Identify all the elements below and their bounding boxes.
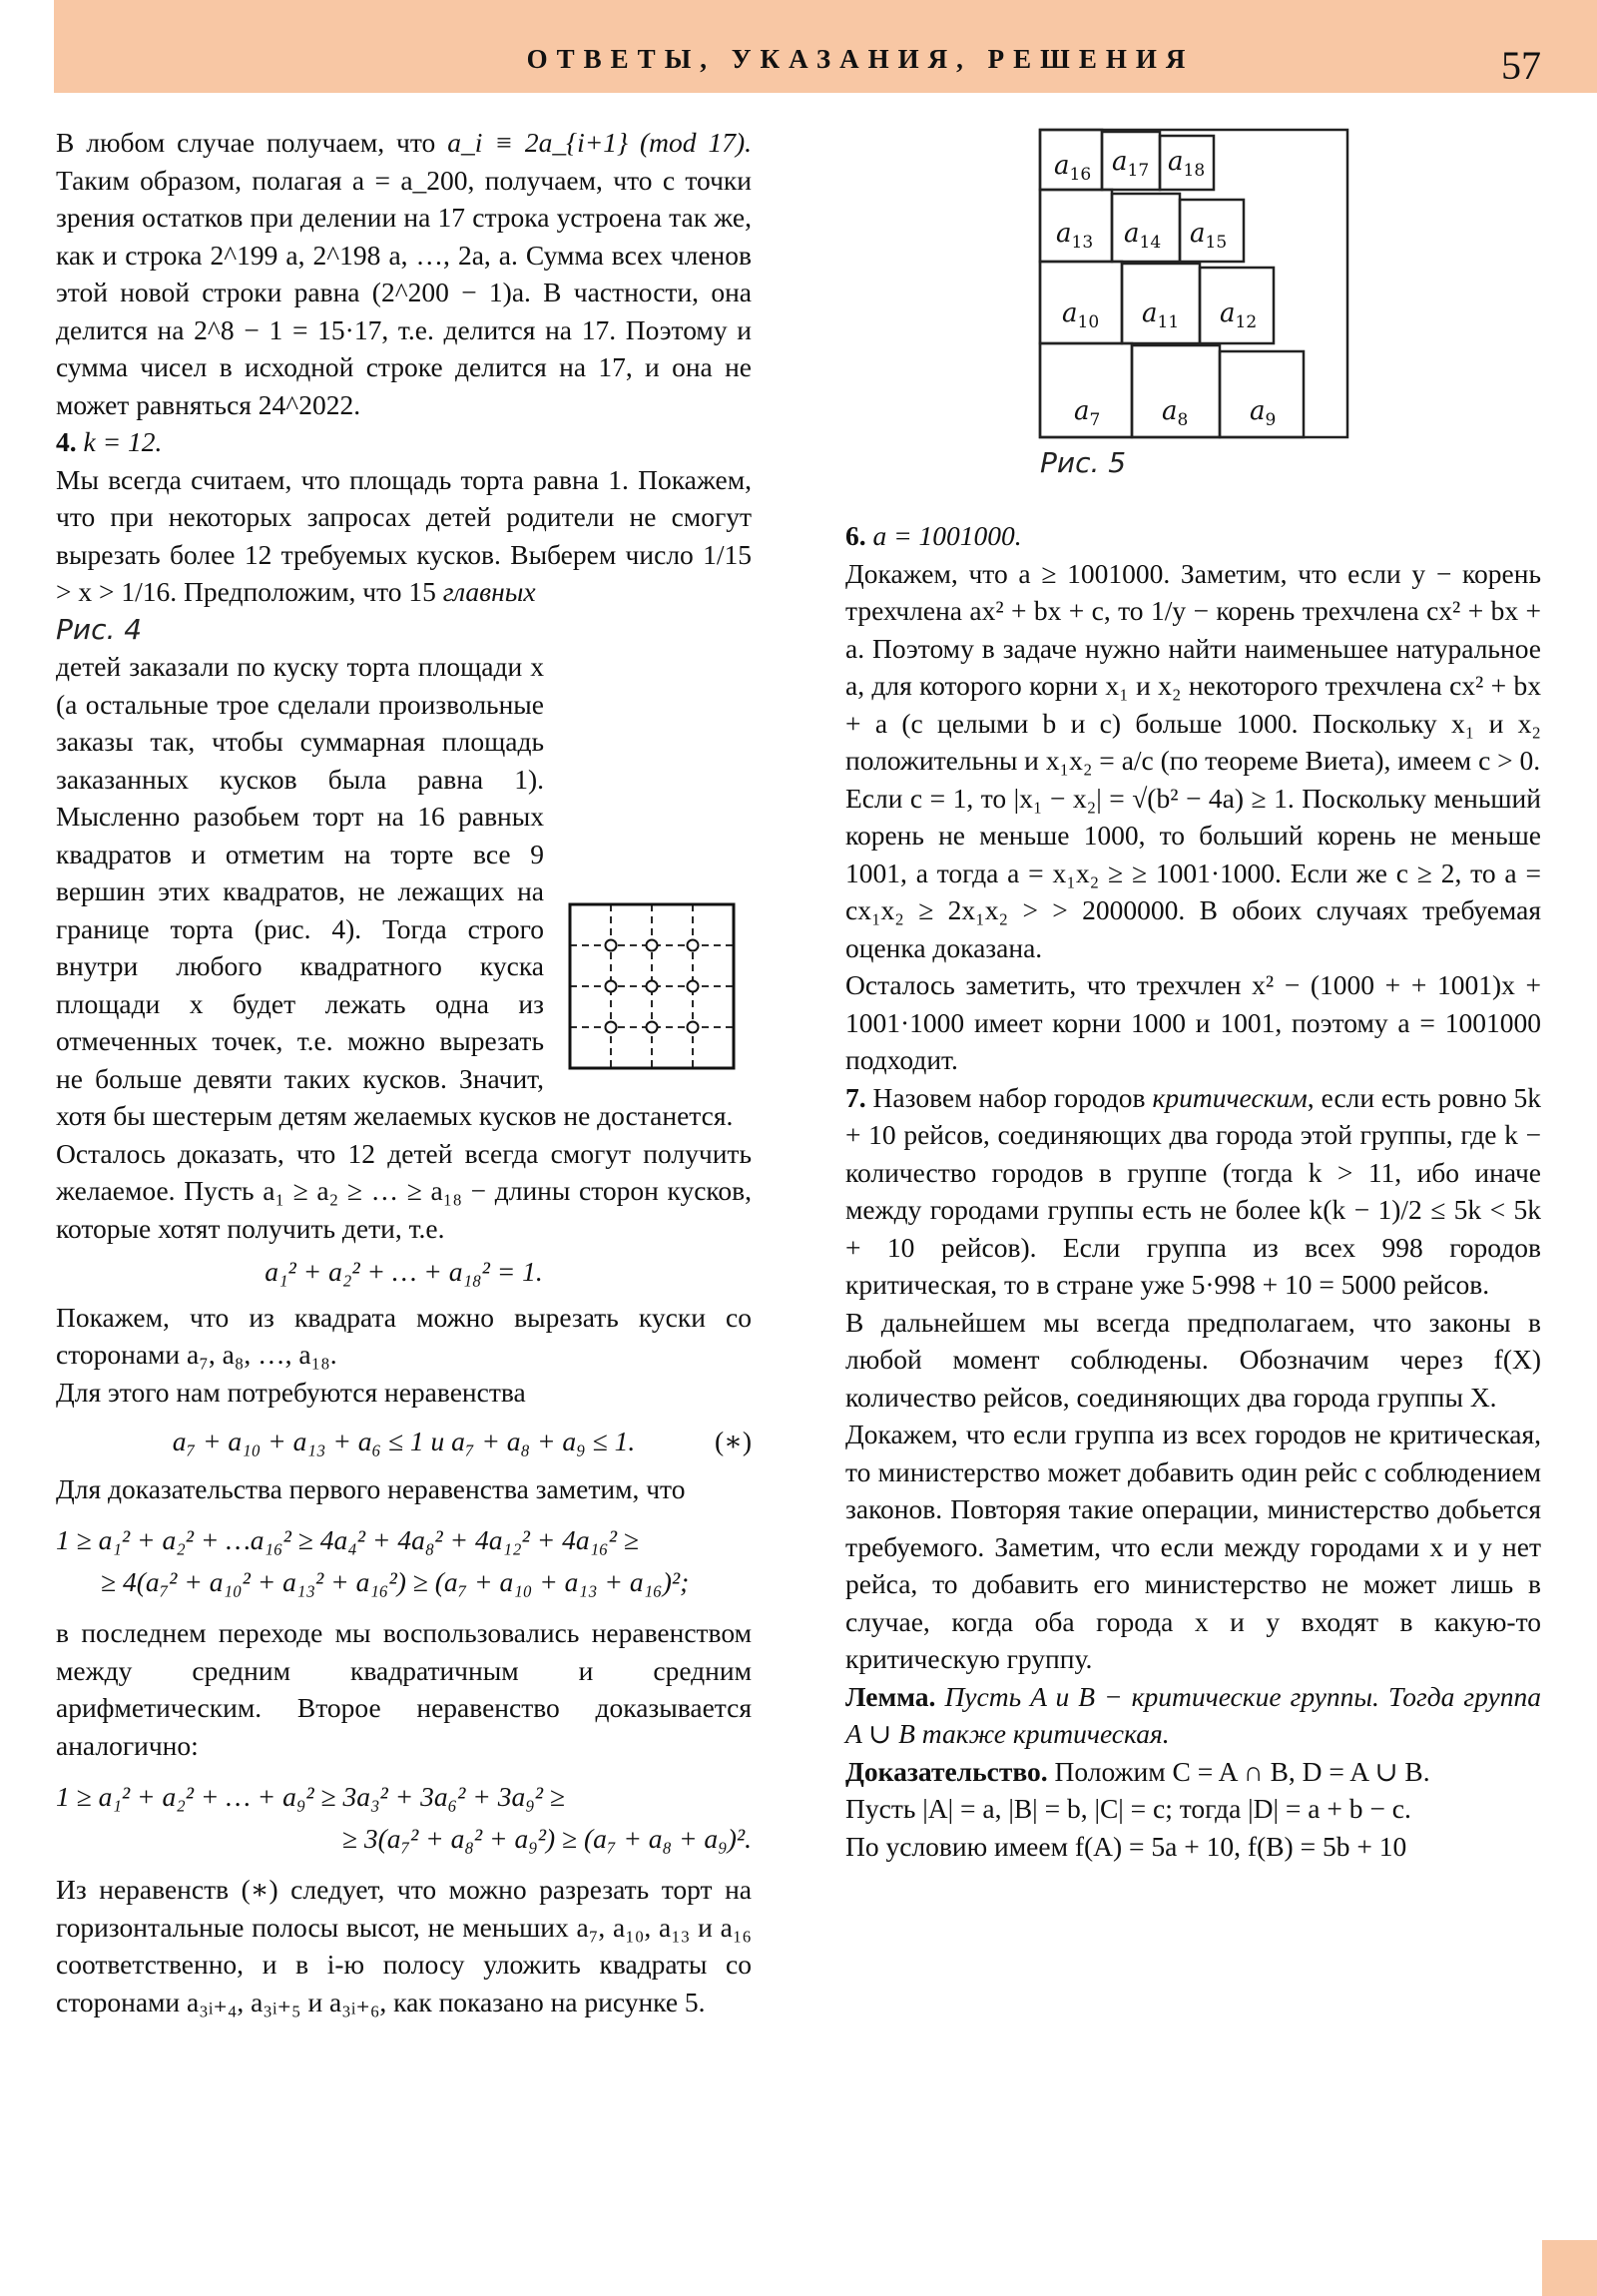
- paragraph-problem4: Мы всегда считаем, что площадь торта равна 1. Покажем, что при некоторых запросах детей родители не смогут вырезать более 12 требуемых кусков. Выберем число 1/15 > x > 1/16. Предположим, что 15 главных: [56, 461, 752, 611]
- left-column: В любом случае получаем, что a_i ≡ 2a_{i+1} (mod 17). Таким образом, полагая a = a_200, получаем, что с точки зрения остатков при делении на 17 строка устроена так же, как и строка 2^199 a, 2^198 a, …, 2a, a. Сумма всех членов этой новой строки равна (2^200 − 1)a. В частности, она делится на 2^8 − 1 = 15·17, т.е. делится на 17. Поэтому и сумма чисел в исходной строке делится на 17, и она не может равняться 24^2022. 4. k = 12. Мы всегда считаем, что площадь торта равна 1. Покажем, что при некоторых запросах детей родители не смогут вырезать более 12 требуемых кусков. Выберем число 1/15 > x > 1/16. Предположим, что 15 главных Рис. 4 детей заказали по куску торта площади x (а остальные трое сделали произвольные заказы так, чтобы суммарная площадь заказанных кусков была равна 1). Мысленно разобьем торт на 16 равных квадратов и отметим на торте все 9 вершин этих квадратов, не лежащих на границе торта (рис. 4). Тогда строго внутри любого квадратного куска площади x будет лежать одна из отмеченных точек, т.е. можно вырезать не больше девяти таких кусков. Значит, хотя бы шестерым детям желаемых кусков не достанется. Осталось доказать, что 12 детей всегда смогут получить желаемое. Пусть a₁ ≥ a₂ ≥ … ≥ a₁₈ − длины сторон кусков, которые хотят получить дети, т.е. a₁² + a₂² + … + a₁₈² = 1. Покажем, что из квадрата можно вырезать куски со сторонами a₇, a₈, …, a₁₈. Для этого нам потребуются неравенства a₇ + a₁₀ + a₁₃ + a₆ ≤ 1 и a₇ + a₈ + a₉ ≤ 1. (∗) Для доказательства первого неравенства заметим, что 1 ≥ a₁² + a₂² + …a₁₆² ≥ 4a₄² + 4a₈² + 4a₁₂² + 4a₁₆² ≥ ≥ 4(a₇² + a₁₀² + a₁₃² + a₁₆²) ≥ (a₇ + a₁₀ + a₁₃ + a₁₆)²; в последнем переходе мы воспользовались неравенством между средним квадратичным и средним арифметическим. Второе неравенство доказывается аналогично: 1 ≥ a₁² + a₂² + … + a₉² ≥ 3a₃² + 3a₆² + 3a₉² ≥ ≥ 3(a₇² + a₈² + a₉²) ≥ (a₇ + a₈ + a₉)². Из неравенств (∗) следует, что можно разрезать торт на горизонтальные полосы высот, не меньших a₇, a₁₀, a₁₃ и a₁₆ соответственно, и в i-ю полосу уложить квадраты со сторонами a₃ᵢ₊₄, a₃ᵢ₊₅ и a₃ᵢ₊₆, как показано на рисунке 5.: [56, 124, 752, 2020]
- congruence-formula: a_i ≡ 2a_{i+1} (mod 17).: [447, 127, 752, 158]
- corner-tab: [1542, 2240, 1597, 2296]
- paragraph-need-inequalities: Для этого нам потребуются неравенства: [56, 1376, 526, 1408]
- figure-5-square-packing: [1038, 128, 1349, 439]
- problem-4-answer: 4. k = 12.: [56, 426, 163, 457]
- paragraph-show-cut: Покажем, что из квадрата можно вырезать куски со сторонами a₇, a₈, …, a₁₈.: [56, 1301, 752, 1370]
- proof-line-3: По условию имеем f(A) = 5a + 10, f(B) = 5b + 10: [845, 1830, 1407, 1862]
- label-a15: $a_{15}$: [1190, 219, 1228, 253]
- equation-sum-squares: a₁² + a₂² + … + a₁₈² = 1.: [265, 1256, 543, 1287]
- paragraph-problem6-2: Если c = 1, то |x₁ − x₂| = √(b² − 4a) ≥ 1. Поскольку меньший корень не меньше 1000, то больший корень не меньше 1001, а тогда a = x₁x₂ ≥ ≥ 1001·1000. Если же c ≥ 2, то a = cx₁x₂ ≥ 2x₁x₂ > > 2000000. В обоих случаях требуемая оценка доказана.: [845, 782, 1541, 963]
- running-header: [54, 0, 1597, 93]
- figure-5-caption: Рис. 5: [1040, 446, 1127, 479]
- label-a9: $a_9$: [1250, 396, 1277, 430]
- label-a11: $a_{11}$: [1142, 298, 1180, 332]
- figure-4-caption: Рис. 4: [56, 612, 143, 646]
- header-title: ОТВЕТЫ, УКАЗАНИЯ, РЕШЕНИЯ: [526, 44, 1195, 74]
- equation-chain-1-line2: ≥ 4(a₇² + a₁₀² + a₁₃² + a₁₆²) ≥ (a₇ + a₁₀ + a₁₃ + a₁₆)²;: [101, 1565, 690, 1597]
- label-a12: $a_{12}$: [1220, 298, 1258, 332]
- paragraph-problem6-1: Докажем, что a ≥ 1001000. Заметим, что если y − корень трехчлена ax² + bx + c, то 1/y − корень трехчлена cx² + bx + a. Поэтому в задаче нужно найти наименьшее натуральное a, для которого корни x₁ и x₂ некоторого трехчлена cx² + bx + a (с целыми b и c) больше 1000. Поскольку x₁ и x₂ положительны и x₁x₂ = a/c (по теореме Виета), имеем c > 0.: [845, 557, 1541, 776]
- paragraph-remains-to-prove: Осталось доказать, что 12 детей всегда смогут получить желаемое. Пусть a₁ ≥ a₂ ≥ … ≥ a₁₈ − длины сторон кусков, которые хотят получить дети, т.е.: [56, 1137, 752, 1244]
- figure-4: [562, 902, 752, 1080]
- problem-number: 4.: [56, 426, 77, 457]
- proof-line-2: Пусть |A| = a, |B| = b, |C| = c; тогда |D| = a + b − c.: [845, 1793, 1411, 1824]
- paragraph-qm-am: в последнем переходе мы воспользовались неравенством между средним квадратичным и средним арифметическим. Второе неравенство доказывается аналогично:: [56, 1617, 752, 1761]
- label-a14: $a_{14}$: [1124, 219, 1162, 253]
- page-number: 57: [1501, 43, 1541, 88]
- label-a7: $a_7$: [1074, 396, 1101, 430]
- paragraph-strips: Из неравенств (∗) следует, что можно разрезать торт на горизонтальные полосы высот, не меньших a₇, a₁₀, a₁₃ и a₁₆ соответственно, и в i-ю полосу уложить квадраты со сторонами a₃ᵢ₊₄, a₃ᵢ₊₅ и a₃ᵢ₊₆, как показано на рисунке 5.: [56, 1874, 752, 2017]
- paragraph-first-inequality: Для доказательства первого неравенства заметим, что: [56, 1472, 686, 1504]
- equation-chain-2-line1: 1 ≥ a₁² + a₂² + … + a₉² ≥ 3a₃² + 3a₆² + 3a₉² ≥: [56, 1781, 565, 1812]
- label-a13: $a_{13}$: [1056, 219, 1094, 253]
- equation-chain-1-line1: 1 ≥ a₁² + a₂² + …a₁₆² ≥ 4a₄² + 4a₈² + 4a₁₂² + 4a₁₆² ≥: [56, 1524, 639, 1555]
- paragraph-problem7-1: 7. Назовем набор городов критическим, если есть ровно 5k + 10 рейсов, соединяющих два города этой группы, где k − количество городов в группе (тогда k > 11, ибо иначе между городами группы есть не более k(k − 1)/2 ≤ 5k < 5k + 10 рейсов). Если группа из всех 998 городов критическая, то в стране уже 5·998 + 10 = 5000 рейсов.: [845, 1081, 1541, 1300]
- label-a16: $a_{16}$: [1054, 151, 1092, 185]
- cake-grid-diagram: [568, 902, 736, 1070]
- equation-chain-2-line2: ≥ 3(a₇² + a₈² + a₉²) ≥ (a₇ + a₈ + a₉)².: [341, 1822, 752, 1854]
- paragraph-problem3-end: В любом случае получаем, что a_i ≡ 2a_{i+1} (mod 17). Таким образом, полагая a = a_200, получаем, что с точки зрения остатков при делении на 17 строка устроена так же, как и строка 2^199 a, 2^198 a, …, 2a, a. Сумма всех членов этой новой строки равна (2^200 − 1)a. В частности, она делится на 2^8 − 1 = 15·17, т.е. делится на 17. Поэтому и сумма чисел в исходной строке делится на 17, и она не может равняться 24^2022.: [56, 127, 752, 420]
- proof: Доказательство. Положим C = A ∩ B, D = A ∪ B.: [845, 1755, 1430, 1787]
- problem-number: 6.: [845, 520, 866, 551]
- label-a8: $a_8$: [1162, 396, 1189, 430]
- paragraph-problem7-3: Докажем, что если группа из всех городов не критическая, то министерство может добавить один рейс с соблюдением законов. Повторяя такие операции, министерство добьется требуемого. Заметим, что если между городами x и y нет рейса, то добавить его министерство не может лишь в случае, когда оба города x и y входят в какую-то критическую группу.: [845, 1419, 1541, 1674]
- problem-6-answer: 6. a = 1001000.: [845, 520, 1022, 551]
- problem-number: 7.: [845, 1081, 866, 1113]
- paragraph-problem7-2: В дальнейшем мы всегда предполагаем, что законы в любой момент соблюдены. Обозначим через f(X) количество рейсов, соединяющих два города группы X.: [845, 1306, 1541, 1413]
- lemma: Лемма. Пусть A и B − критические группы. Тогда группа A ∪ B также критическая.: [845, 1680, 1541, 1749]
- paragraph-problem6-3: Осталось заметить, что трехчлен x² − (1000 + + 1001)x + 1001·1000 имеет корни 1000 и 1001, поэтому a = 1001000 подходит.: [845, 969, 1541, 1075]
- right-column: [845, 517, 1541, 1865]
- equation-star: a₇ + a₁₀ + a₁₃ + a₆ ≤ 1 и a₇ + a₈ + a₉ ≤ 1. (∗): [56, 1423, 752, 1460]
- label-a18: $a_{18}$: [1168, 147, 1206, 181]
- label-a17: $a_{17}$: [1112, 147, 1150, 181]
- label-a10: $a_{10}$: [1062, 298, 1100, 332]
- proof-label: Доказательство.: [845, 1755, 1048, 1787]
- lemma-label: Лемма.: [845, 1680, 936, 1712]
- equation-tag: (∗): [714, 1426, 752, 1456]
